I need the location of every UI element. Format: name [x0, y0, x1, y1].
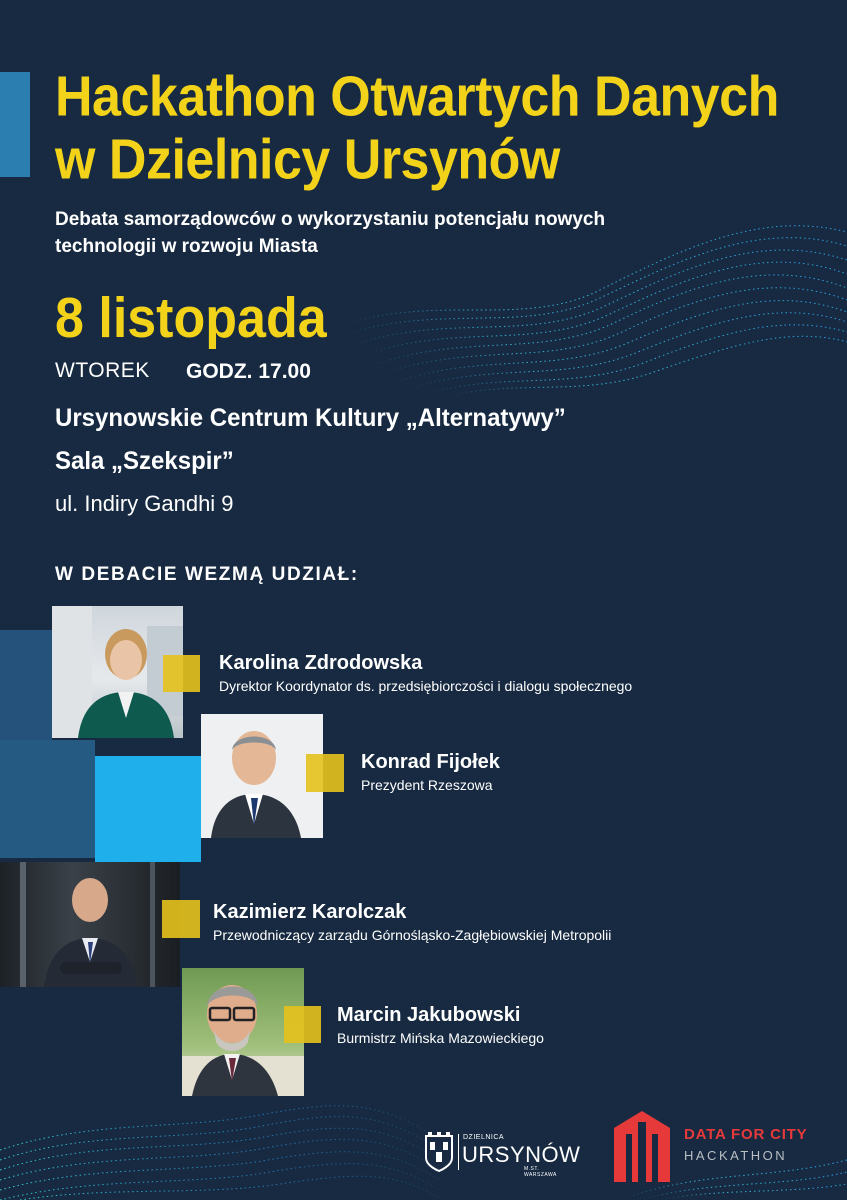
portrait-man-icon [0, 862, 180, 987]
ursynow-logo-small-text: DZIELNICA [463, 1134, 505, 1141]
participant-2-role: Prezydent Rzeszowa [361, 777, 493, 793]
left-block-mid [0, 740, 95, 858]
participant-4-name: Marcin Jakubowski [337, 1004, 521, 1026]
portrait-man-icon [201, 714, 323, 838]
left-accent-bar [0, 72, 30, 177]
ursynow-crest-icon [424, 1132, 454, 1172]
participant-2-accent-square [306, 754, 344, 792]
ursynow-logo [424, 1132, 581, 1178]
participant-3-role: Przewodniczący zarządu Górnośląsko-Zagłębiowskiej Metropolii [213, 927, 612, 943]
ursynow-logo-text: URSYNÓW [462, 1142, 581, 1167]
event-room: Sala „Szekspir” [55, 447, 234, 476]
participant-photo-2 [201, 714, 323, 838]
cyan-square [95, 756, 201, 862]
participant-1-role: Dyrektor Koordynator ds. przedsiębiorczości i dialogu społecznego [219, 678, 633, 694]
participant-3-name: Kazimierz Karolczak [213, 901, 407, 923]
participant-3-accent-square [162, 900, 200, 938]
participant-1-name: Karolina Zdrodowska [219, 652, 423, 674]
data-for-city-text: DATA FOR CITY [684, 1126, 808, 1143]
data-for-city-logo [610, 1108, 830, 1184]
ursynow-logo-divider [458, 1134, 459, 1170]
participant-4-role: Burmistrz Mińska Mazowieckiego [337, 1030, 544, 1046]
participant-2-name: Konrad Fijołek [361, 751, 500, 773]
participant-photo-3 [0, 862, 180, 987]
bottom-wave-lines [0, 1106, 440, 1200]
event-subtitle [55, 206, 755, 260]
left-block-dark [0, 630, 52, 740]
participant-4-accent-square [284, 1006, 321, 1043]
event-date: 8 listopada [55, 287, 327, 350]
event-weekday: WTOREK [55, 359, 150, 382]
event-subtitle-line1: Debata samorządowców o wykorzystaniu potencjału nowych [55, 209, 606, 230]
event-title [55, 66, 815, 191]
event-time: GODZ. 17.00 [186, 360, 311, 383]
participants-heading: W DEBACIE WEZMĄ UDZIAŁ: [55, 564, 359, 585]
ursynow-logo-sub-text: M.ST. WARSZAWA [524, 1166, 557, 1178]
hackathon-text: HACKATHON [684, 1148, 788, 1163]
event-address: ul. Indiry Gandhi 9 [55, 491, 234, 516]
event-venue: Ursynowskie Centrum Kultury „Alternatywy” [55, 404, 566, 433]
event-title-line2: w Dzielnicy Ursynów [55, 128, 560, 192]
participant-1-accent-square [163, 655, 200, 692]
city-tower-logo-icon [610, 1108, 674, 1184]
event-subtitle-line2: technologii w rozwoju Miasta [55, 236, 318, 257]
event-title-line1: Hackathon Otwartych Danych [55, 66, 779, 129]
